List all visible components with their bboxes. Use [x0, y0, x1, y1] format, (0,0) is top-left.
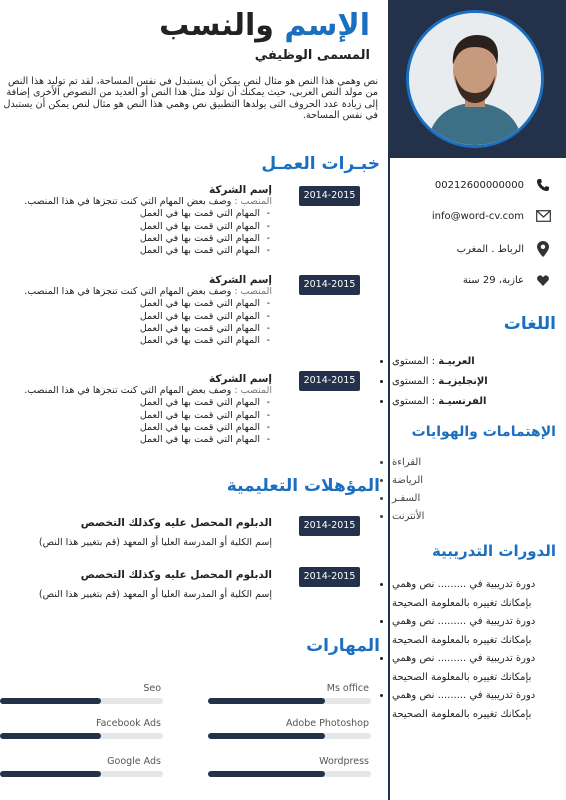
skill-name: Google Ads	[107, 756, 161, 767]
skill-name: Facebook Ads	[96, 718, 161, 729]
languages-list	[392, 352, 556, 412]
trainings-title: الدورات التدريبية	[431, 542, 556, 560]
education-date-badge: 2014-2015	[299, 567, 360, 587]
job-tasks	[7, 397, 272, 446]
education-entry	[7, 517, 272, 549]
hobbies-title: الإهتمامات والهوايات	[411, 424, 556, 440]
task-item: - المهام التي قمت بها في العمل	[7, 422, 272, 434]
email-text: info@word-cv.com	[431, 210, 524, 222]
skill-level-fill	[0, 698, 101, 704]
task-item: - المهام التي قمت بها في العمل	[7, 221, 272, 233]
location-pin-icon	[534, 240, 552, 258]
hobby-item: • الرياضة	[392, 472, 542, 490]
job-entry: إسم الشركة المنصب : وصف بعض المهام التي كنت تنجزها في هذا المنصب. - المهام التي قمت بها في العمل - المهام التي قمت بها في العمل - المهام التي قمت بها في العمل - المهام التي قمت بها في العمل	[7, 373, 272, 446]
languages-title: اللغات	[503, 314, 556, 334]
education-entry	[7, 569, 272, 601]
job-entry: إسم الشركة المنصب : وصف بعض المهام التي كنت تنجزها في هذا المنصب. - المهام التي قمت بها في العمل - المهام التي قمت بها في العمل - المهام التي قمت بها في العمل - المهام التي قمت بها في العمل	[7, 274, 272, 347]
language-item: • العربيـة : المستوى	[392, 352, 542, 372]
phone-text: 00212600000000	[434, 179, 524, 191]
training-item: • دورة تدريبية في ......... نص وهمي بإمكانك تغييره بالمعلومة الصحيحة	[392, 575, 542, 613]
school-name: إسم الكلية أو المدرسة العليا أو المعهد (قم بتغيير هذا النص)	[38, 537, 272, 549]
skill-level-fill	[0, 733, 101, 739]
contact-phone	[402, 174, 552, 196]
email-icon	[534, 207, 552, 225]
job-title: المسمى الوظيفي	[254, 48, 370, 63]
skill-track	[208, 698, 371, 704]
skill-track	[0, 771, 163, 777]
hobbies-list	[392, 454, 556, 526]
skill-track	[0, 698, 163, 704]
location-text: الرباط . المغرب	[456, 243, 524, 255]
degree-name: الدبلوم المحصل عليه وكذلك التخصص	[80, 569, 272, 581]
task-item: - المهام التي قمت بها في العمل	[7, 298, 272, 310]
skill-name: Seo	[143, 683, 161, 694]
experience-title: خبـرات العمـل	[261, 154, 380, 174]
skill-name: Wordpress	[319, 756, 369, 767]
job-entry: إسم الشركة المنصب : وصف بعض المهام التي كنت تنجزها في هذا المنصب. - المهام التي قمت بها في العمل - المهام التي قمت بها في العمل - المهام التي قمت بها في العمل - المهام التي قمت بها في العمل	[7, 184, 272, 257]
hobby-item: • السفـر	[392, 490, 542, 508]
skill-level-fill	[0, 771, 101, 777]
education-date-badge: 2014-2015	[299, 516, 360, 536]
profile-summary: نص وهمي هذا النص هو مثال لنص يمكن أن يستبدل في نفس المساحة، لقد تم توليد هذا النص من مولد النص العربى، حيث يمكنك أن تولد مثل هذا النص أو العديد من النصوص الأخرى إضافة إلى زيادة عدد الحروف التى يولدها التطبيق نص وهمي هذا النص هو مثال لنص يمكن أن يستبدل في نفس المساحة.	[3, 76, 378, 122]
task-item: - المهام التي قمت بها في العمل	[7, 323, 272, 335]
task-item: - المهام التي قمت بها في العمل	[7, 397, 272, 409]
trainings-list	[392, 575, 556, 724]
language-item: • الإنجليزيـة : المستوى	[392, 372, 542, 392]
contact-email	[402, 205, 552, 227]
full-name: الإسم والنسب	[159, 8, 370, 43]
status-text: عازبة، 29 سنة	[462, 274, 524, 286]
task-item: - المهام التي قمت بها في العمل	[7, 434, 272, 446]
contact-status	[402, 269, 552, 291]
skill-level-fill	[208, 771, 325, 777]
skill-track	[0, 733, 163, 739]
skill-track	[208, 733, 371, 739]
language-item: • الفرنسيـة : المستوى	[392, 392, 542, 412]
skill-name: Adobe Photoshop	[286, 718, 369, 729]
training-item: • دورة تدريبية في ......... نص وهمي بإمكانك تغييره بالمعلومة الصحيحة	[392, 686, 542, 724]
job-date-badge: 2014-2015	[299, 186, 360, 206]
degree-name: الدبلوم المحصل عليه وكذلك التخصص	[80, 517, 272, 529]
sidebar-header-rule	[390, 157, 566, 158]
skill-level-fill	[208, 698, 325, 704]
school-name: إسم الكلية أو المدرسة العليا أو المعهد (قم بتغيير هذا النص)	[38, 589, 272, 601]
training-item: • دورة تدريبية في ......... نص وهمي بإمكانك تغييره بالمعلومة الصحيحة	[392, 612, 542, 650]
training-item: • دورة تدريبية في ......... نص وهمي بإمكانك تغييره بالمعلومة الصحيحة	[392, 649, 542, 687]
task-item: - المهام التي قمت بها في العمل	[7, 245, 272, 257]
job-date-badge: 2014-2015	[299, 371, 360, 391]
job-tasks	[7, 298, 272, 347]
skill-level-fill	[208, 733, 325, 739]
skills-title: المهارات	[306, 636, 380, 656]
task-item: - المهام التي قمت بها في العمل	[7, 410, 272, 422]
education-title: المؤهلات التعليمية	[226, 476, 380, 496]
company-name: إسم الشركة	[208, 373, 272, 385]
profile-photo	[406, 10, 544, 148]
task-item: - المهام التي قمت بها في العمل	[7, 335, 272, 347]
company-name: إسم الشركة	[208, 274, 272, 286]
job-tasks	[7, 208, 272, 257]
hobby-item: • الأنترنت	[392, 508, 542, 526]
task-item: - المهام التي قمت بها في العمل	[7, 233, 272, 245]
task-item: - المهام التي قمت بها في العمل	[7, 208, 272, 220]
profile-photo-avatar	[409, 13, 541, 145]
task-item: - المهام التي قمت بها في العمل	[7, 311, 272, 323]
heart-icon	[534, 271, 552, 289]
contact-location	[402, 238, 552, 260]
skill-name: Ms office	[326, 683, 369, 694]
skill-track	[208, 771, 371, 777]
phone-icon	[534, 176, 552, 194]
sidebar-divider	[388, 0, 390, 800]
company-name: إسم الشركة	[208, 184, 272, 196]
job-date-badge: 2014-2015	[299, 275, 360, 295]
hobby-item: • القراءة	[392, 454, 542, 472]
